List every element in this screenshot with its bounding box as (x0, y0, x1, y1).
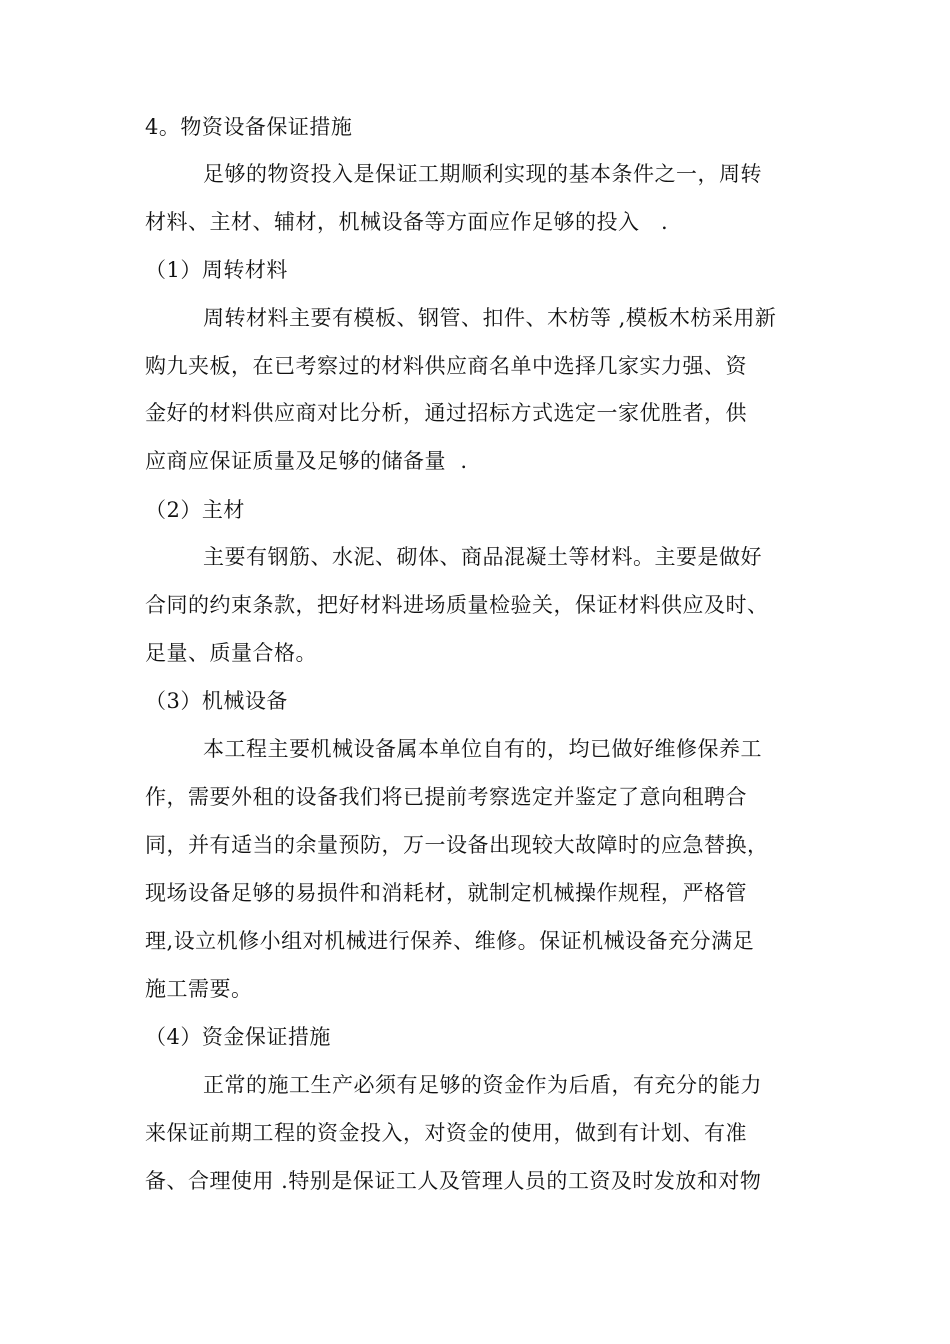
subsection-heading: （4）资金保证措施 (145, 1025, 331, 1049)
paragraph-line: 购九夹板，在已考察过的材料供应商名单中选择几家实力强、资 (145, 354, 747, 378)
paragraph-line: 应商应保证质量及足够的储备量 . (145, 449, 468, 473)
paragraph-line: 理,设立机修小组对机械进行保养、维修。保证机械设备充分满足 (145, 929, 755, 953)
paragraph-line: 合同的约束条款，把好材料进场质量检验关，保证材料供应及时、 (145, 593, 769, 617)
paragraph-line: 施工需要。 (145, 977, 253, 1001)
subsection-heading: （2）主材 (145, 498, 245, 522)
section-heading: 4。物资设备保证措施 (145, 115, 353, 139)
paragraph-line: 金好的材料供应商对比分析，通过招标方式选定一家优胜者，供 (145, 401, 747, 425)
paragraph-line: 足量、质量合格。 (145, 641, 317, 665)
paragraph-line: 备、合理使用 .特别是保证工人及管理人员的工资及时发放和对物 (145, 1169, 762, 1193)
subsection-heading: （3）机械设备 (145, 689, 288, 713)
paragraph-line: 同，并有适当的余量预防，万一设备出现较大故障时的应急替换， (145, 833, 769, 857)
paragraph-line: 作，需要外租的设备我们将已提前考察选定并鉴定了意向租聘合 (145, 785, 747, 809)
paragraph-line: 周转材料主要有模板、钢管、扣件、木枋等 ,模板木枋采用新 (203, 306, 777, 330)
paragraph-line: 来保证前期工程的资金投入，对资金的使用，做到有计划、有准 (145, 1121, 747, 1145)
paragraph-line: 材料、主材、辅材，机械设备等方面应作足够的投入 . (145, 210, 669, 234)
paragraph-line: 现场设备足够的易损件和消耗材，就制定机械操作规程，严格管 (145, 881, 747, 905)
paragraph-line: 本工程主要机械设备属本单位自有的，均已做好维修保养工 (203, 737, 762, 761)
paragraph-line: 主要有钢筋、水泥、砌体、商品混凝土等材料。主要是做好 (203, 545, 762, 569)
paragraph-line: 足够的物资投入是保证工期顺利实现的基本条件之一，周转 (203, 162, 762, 186)
paragraph-line: 正常的施工生产必须有足够的资金作为后盾，有充分的能力 (203, 1073, 762, 1097)
subsection-heading: （1）周转材料 (145, 258, 288, 282)
